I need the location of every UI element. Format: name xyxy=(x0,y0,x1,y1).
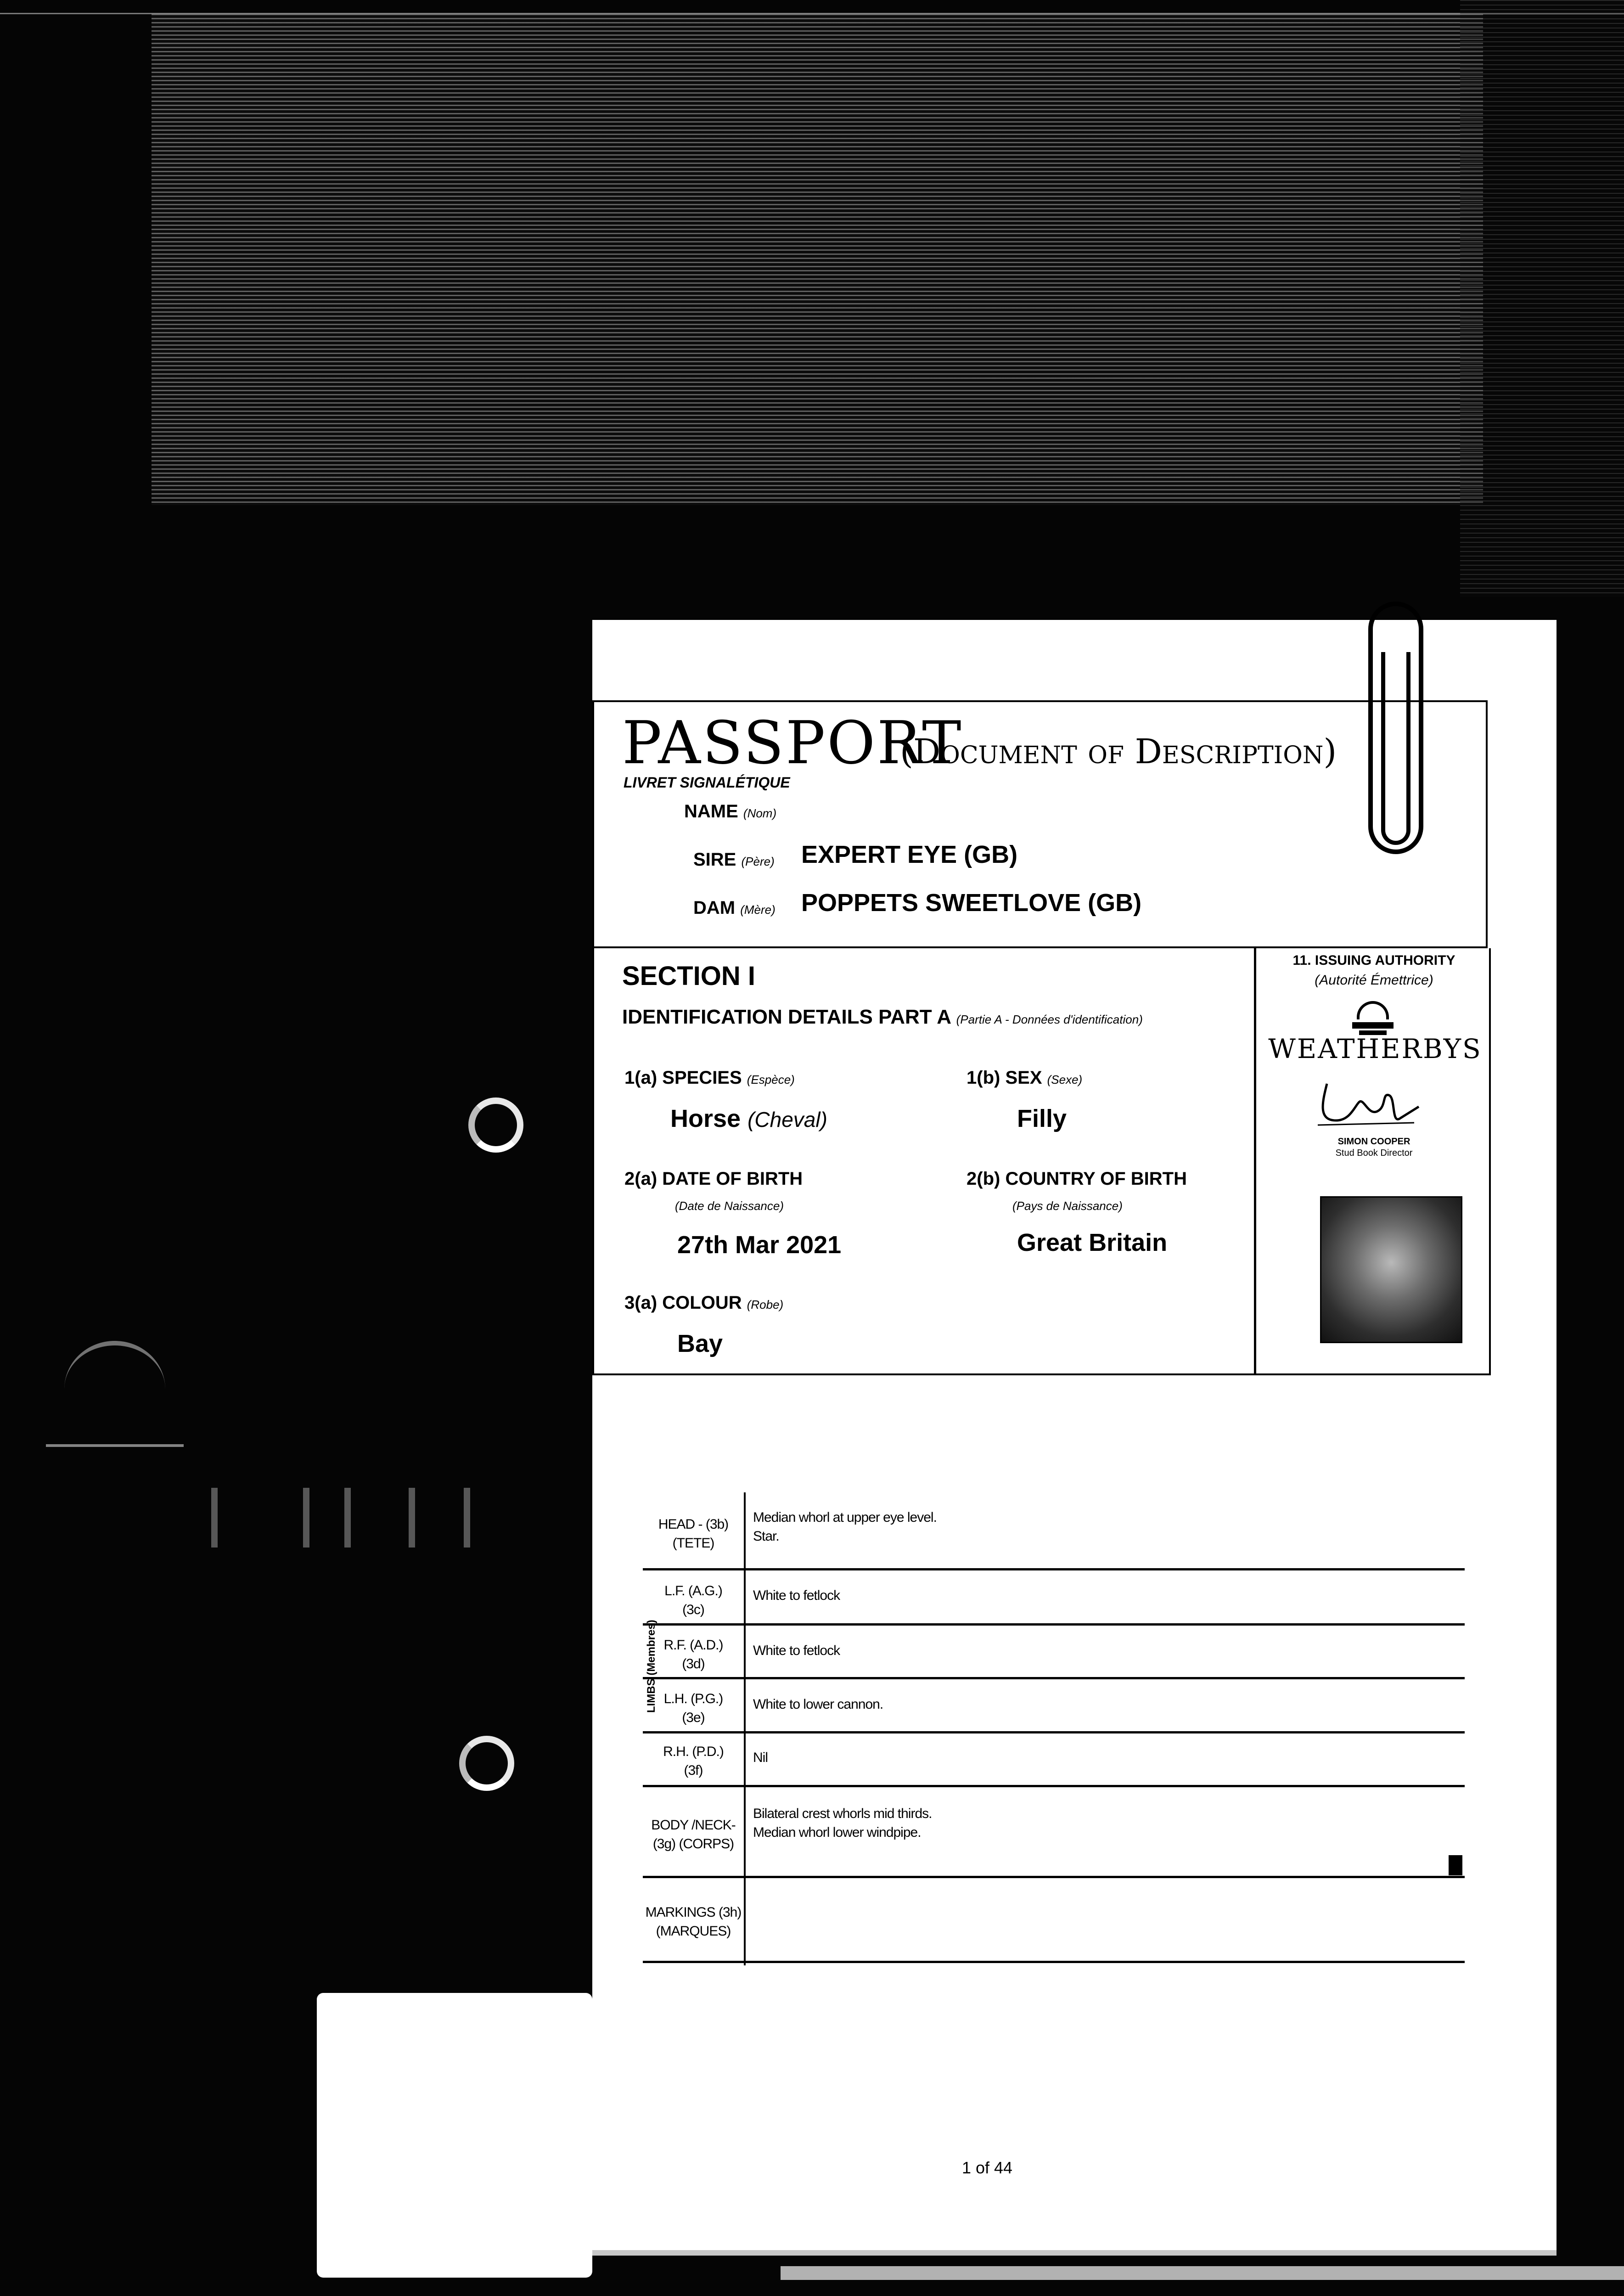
table-row-label-rh: R.H. (P.D.) (3f) xyxy=(663,1744,724,1778)
sire-value: EXPERT EYE (GB) xyxy=(801,841,1018,868)
binder-ring-bottom xyxy=(459,1736,514,1791)
table-row-separator xyxy=(643,1568,1465,1570)
limbs-label: LIMBS (Membres) xyxy=(645,1620,657,1713)
sex-value: Filly xyxy=(1017,1105,1067,1132)
page-shadow xyxy=(592,2250,1557,2256)
signatory-name: SIMON COOPER xyxy=(1337,1137,1410,1147)
binder-logo-lettering xyxy=(152,1488,473,1548)
binder-spine-label xyxy=(317,1993,592,2278)
page-number: 1 of 44 xyxy=(961,2158,1013,2177)
hologram-seal xyxy=(1320,1196,1462,1343)
markings-table-divider xyxy=(744,1492,746,1965)
table-row-separator xyxy=(643,1876,1465,1878)
binder-edge-texture xyxy=(1460,0,1624,597)
issuing-authority-label-fr: (Autorité Émettrice) xyxy=(1315,973,1433,988)
scan-bottom-edge xyxy=(781,2266,1624,2280)
table-row-label-rf: R.F. (A.D.) (3d) xyxy=(663,1638,723,1671)
table-row-separator xyxy=(643,1677,1465,1679)
issuing-authority-name: WEATHERBYS xyxy=(1268,1033,1482,1064)
country-label: 2(b) COUNTRY OF BIRTH xyxy=(967,1169,1187,1189)
sire-label: SIRE (Père) xyxy=(693,850,775,870)
passport-title: PASSPORT xyxy=(622,709,963,777)
dob-value: 27th Mar 2021 xyxy=(677,1231,842,1259)
country-value: Great Britain xyxy=(1017,1229,1168,1256)
page-marker xyxy=(1449,1855,1462,1875)
table-row-value-body: Bilateral crest whorls mid thirds. Median whorl lower windpipe. xyxy=(753,1806,932,1840)
dam-value: POPPETS SWEETLOVE (GB) xyxy=(801,889,1142,917)
table-row-label-body: BODY /NECK- (3g) (CORPS) xyxy=(651,1818,736,1851)
table-row-separator xyxy=(643,1961,1465,1963)
species-value: Horse (Cheval) xyxy=(670,1105,827,1132)
sex-label: 1(b) SEX (Sexe) xyxy=(967,1068,1083,1088)
signature-icon xyxy=(1309,1075,1428,1134)
binder-cover-texture xyxy=(152,14,1483,505)
table-row-value-rf: White to fetlock xyxy=(753,1643,840,1658)
section-subtitle: IDENTIFICATION DETAILS PART A (Partie A - Données d'identification) xyxy=(622,1006,1143,1028)
colour-value: Bay xyxy=(677,1330,723,1357)
paperclip xyxy=(1368,602,1428,859)
table-row-value-head: Median whorl at upper eye level. Star. xyxy=(753,1510,937,1544)
table-row-label-lh: L.H. (P.G.) (3e) xyxy=(663,1691,723,1725)
dam-label: DAM (Mère) xyxy=(693,898,775,918)
table-row-separator xyxy=(643,1623,1465,1626)
table-row-value-rh: Nil xyxy=(753,1750,768,1765)
signatory-role: Stud Book Director xyxy=(1335,1148,1413,1158)
table-row-label-head: HEAD - (3b) (TETE) xyxy=(658,1517,729,1551)
table-row-separator xyxy=(643,1785,1465,1787)
dob-label: 2(a) DATE OF BIRTH xyxy=(624,1169,803,1189)
table-row-value-lh: White to lower cannon. xyxy=(753,1697,883,1712)
country-label-fr: (Pays de Naissance) xyxy=(1012,1199,1123,1213)
binder-ring-top xyxy=(468,1097,523,1153)
passport-subtitle-fr: LIVRET SIGNALÉTIQUE xyxy=(624,774,790,791)
name-label: NAME (Nom) xyxy=(684,801,777,822)
dob-label-fr: (Date de Naissance) xyxy=(675,1199,784,1213)
table-row-label-markings: MARKINGS (3h) (MARQUES) xyxy=(645,1905,742,1939)
table-row-separator xyxy=(643,1731,1465,1733)
binder-logo xyxy=(46,1341,184,1460)
section-title: SECTION I xyxy=(622,961,756,991)
issuing-authority-label: 11. ISSUING AUTHORITY xyxy=(1292,953,1455,968)
table-row-value-lf: White to fetlock xyxy=(753,1588,840,1603)
passport-subtitle: (Document of Description) xyxy=(900,732,1337,771)
crown-crest-icon xyxy=(1352,1001,1394,1038)
species-label: 1(a) SPECIES (Espèce) xyxy=(624,1068,795,1088)
colour-label: 3(a) COLOUR (Robe) xyxy=(624,1293,784,1313)
table-row-label-lf: L.F. (A.G.) (3c) xyxy=(664,1583,722,1617)
